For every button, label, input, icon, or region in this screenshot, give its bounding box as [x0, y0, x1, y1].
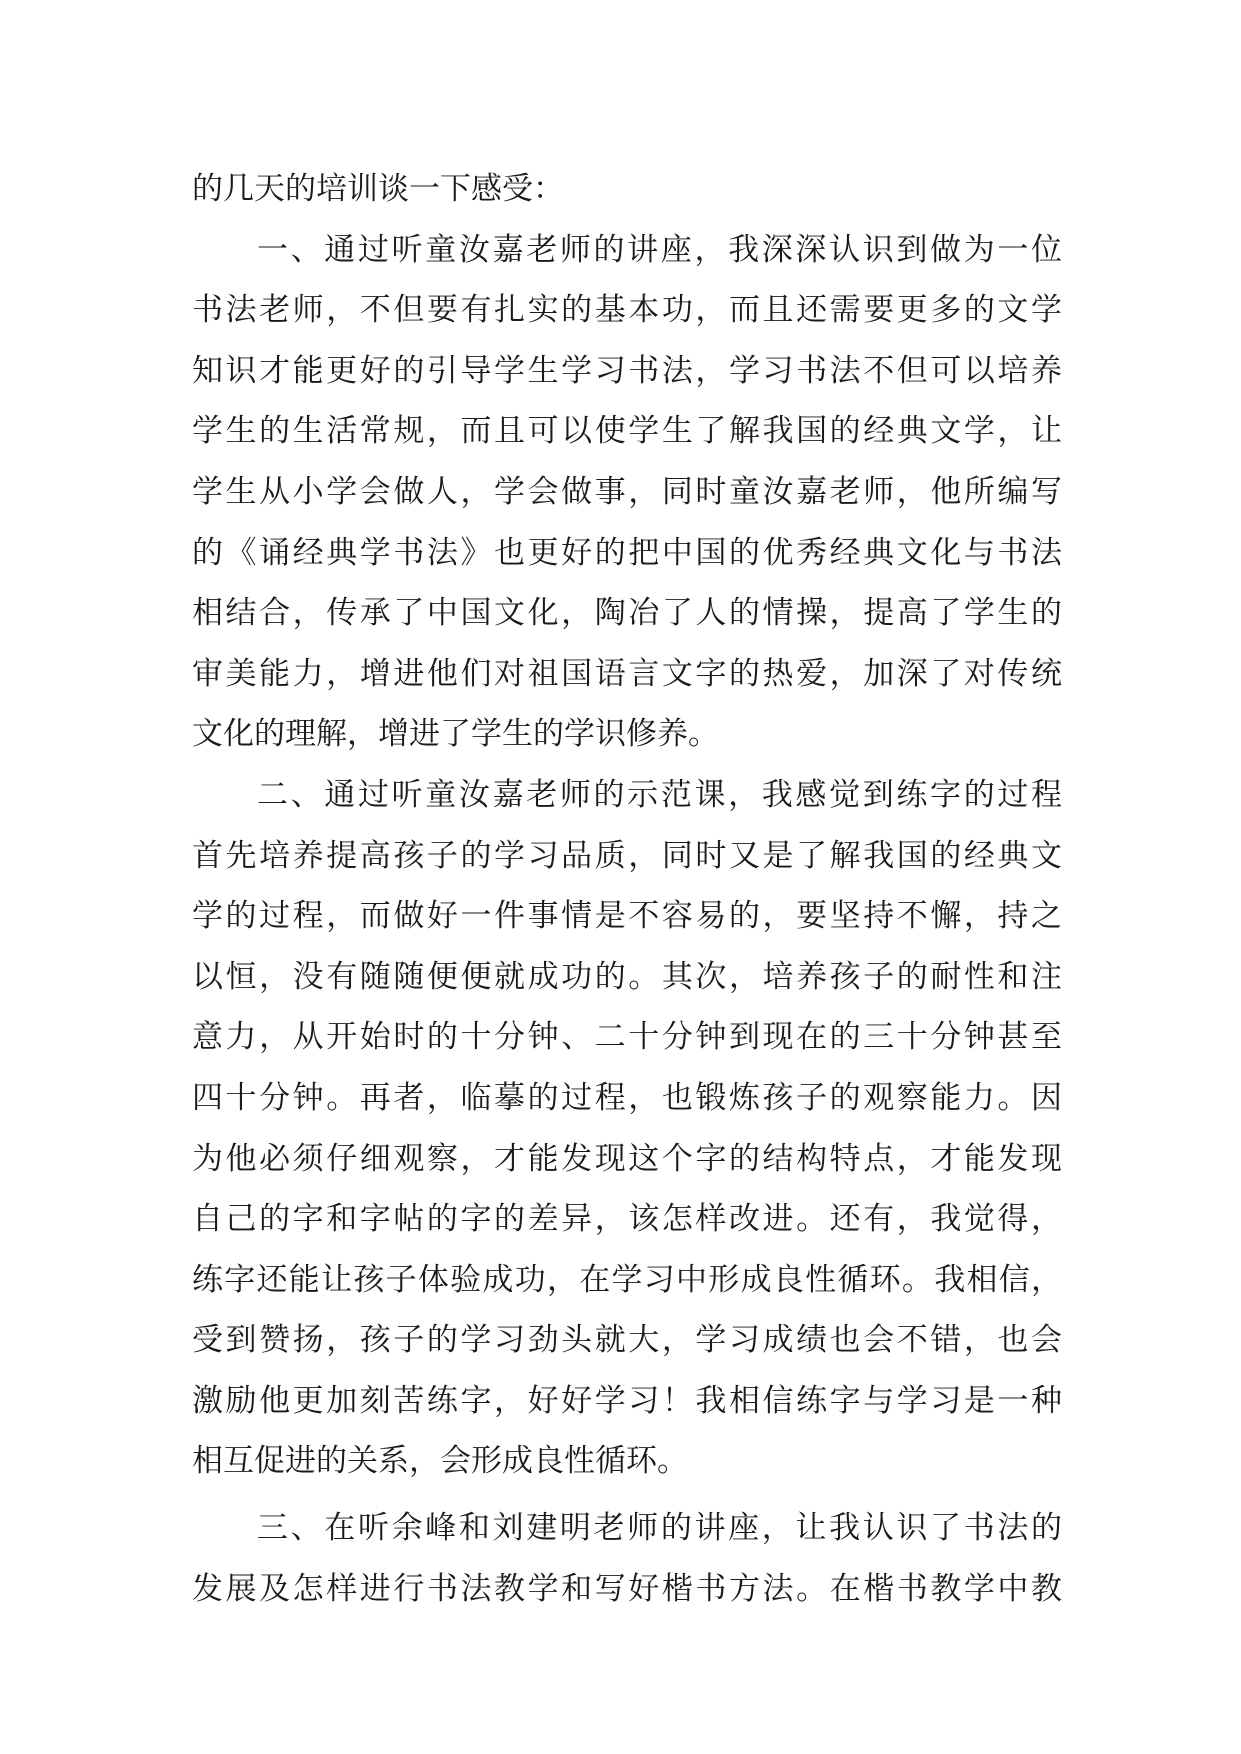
text-line: 知识才能更好的引导学生学习书法，学习书法不但可以培养: [192, 352, 1062, 389]
text-line: 四十分钟。再者，临摹的过程，也锻炼孩子的观察能力。因: [192, 1079, 1062, 1116]
text-line: 发展及怎样进行书法教学和写好楷书方法。在楷书教学中教: [192, 1570, 1062, 1607]
text-line: 审美能力，增进他们对祖国语言文字的热爱，加深了对传统: [192, 655, 1062, 692]
paragraph-2-start: 二、通过听童汝嘉老师的示范课，我感觉到练字的过程: [257, 776, 1062, 813]
text-line: 相结合，传承了中国文化，陶冶了人的情操，提高了学生的: [192, 595, 1062, 632]
body-text: [192, 159, 1062, 1619]
text-line: 首先培养提高孩子的学习品质，同时又是了解我国的经典文: [192, 837, 1062, 874]
text-line: 练字还能让孩子体验成功，在学习中形成良性循环。我相信，: [192, 1261, 1062, 1298]
text-line: 的《诵经典学书法》也更好的把中国的优秀经典文化与书法: [192, 534, 1062, 571]
text-line: 学的过程，而做好一件事情是不容易的，要坚持不懈，持之: [192, 898, 1062, 935]
text-line: 学生的生活常规，而且可以使学生了解我国的经典文学，让: [192, 413, 1062, 450]
text-line: 受到赞扬，孩子的学习劲头就大，学习成绩也会不错，也会: [192, 1322, 1062, 1359]
text-line: 激励他更加刻苦练字，好好学习！我相信练字与学习是一种: [192, 1382, 1062, 1419]
text-line: 的几天的培训谈一下感受：: [192, 171, 564, 207]
text-line: 意力，从开始时的十分钟、二十分钟到现在的三十分钟甚至: [192, 1019, 1062, 1056]
text-line: 自己的字和字帖的字的差异，该怎样改进。还有，我觉得，: [192, 1201, 1062, 1238]
text-line: 为他必须仔细观察，才能发现这个字的结构特点，才能发现: [192, 1140, 1062, 1177]
paragraph-1-start: 一、通过听童汝嘉老师的讲座，我深深认识到做为一位: [257, 231, 1062, 268]
text-line: 以恒，没有随随便便就成功的。其次，培养孩子的耐性和注: [192, 958, 1062, 995]
text-line: 学生从小学会做人，学会做事，同时童汝嘉老师，他所编写: [192, 473, 1062, 510]
text-line: 相互促进的关系，会形成良性循环。: [192, 1443, 688, 1480]
paragraph-3-start: 三、在听余峰和刘建明老师的讲座，让我认识了书法的: [257, 1510, 1062, 1547]
text-line: 文化的理解，增进了学生的学识修养。: [192, 716, 719, 753]
text-line: 书法老师，不但要有扎实的基本功，而且还需要更多的文学: [192, 292, 1062, 329]
